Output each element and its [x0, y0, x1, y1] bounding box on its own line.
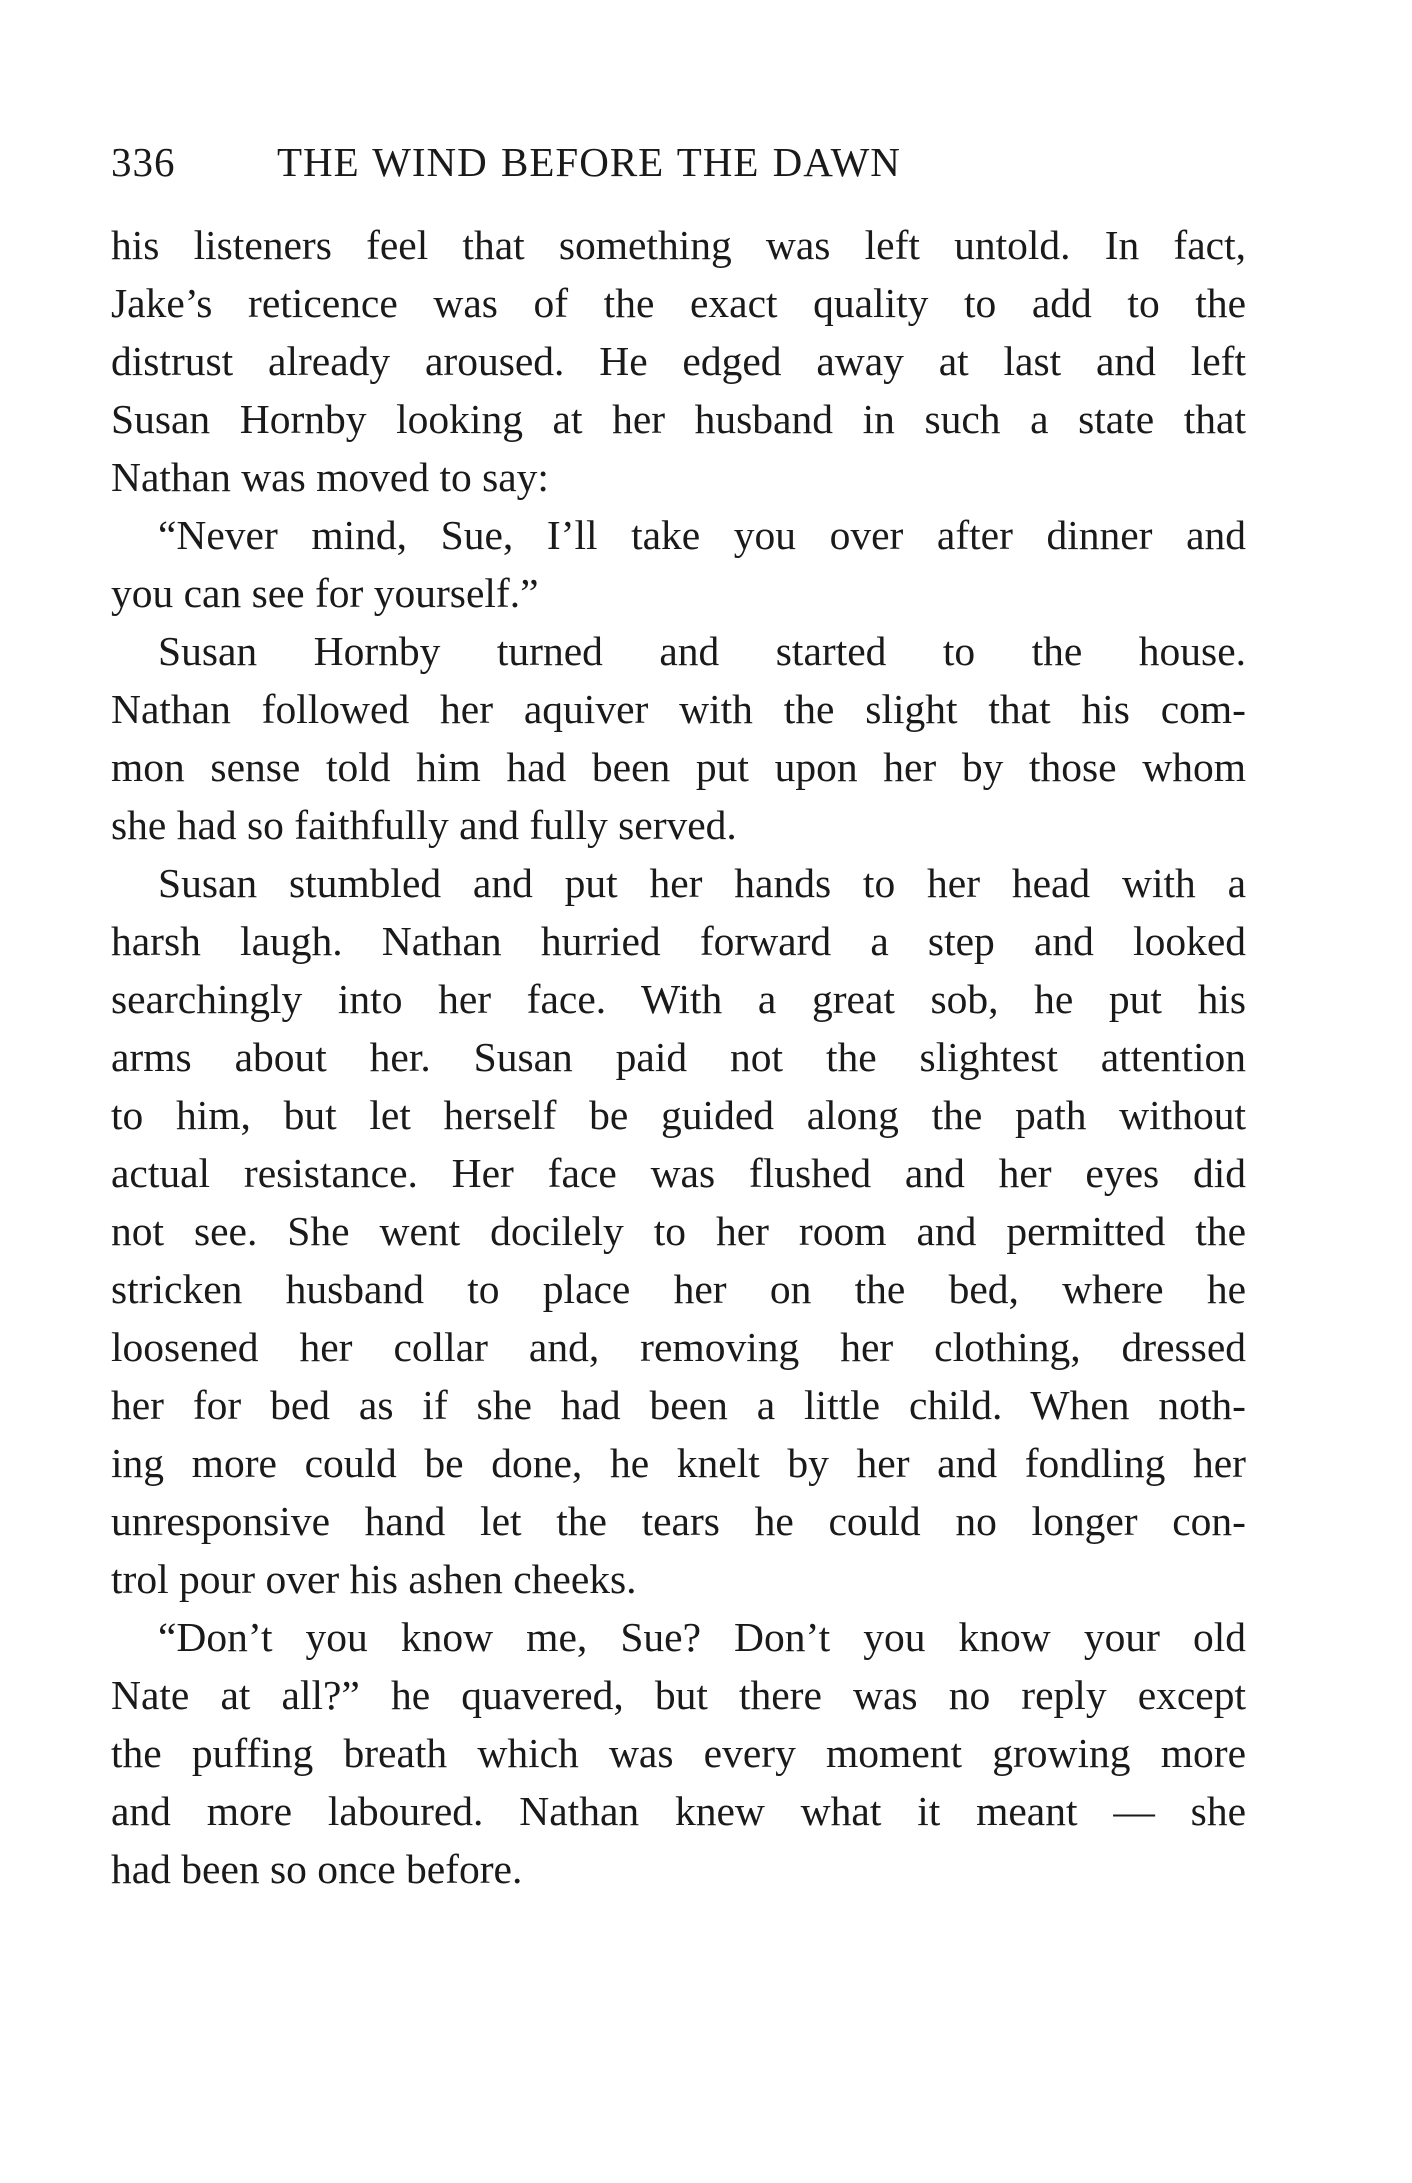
- text-line: Nate at all?” he quavered, but there was no reply except: [111, 1672, 1246, 1718]
- text-line: Nathan was moved to say:: [111, 454, 549, 500]
- page-number: 336: [111, 139, 176, 185]
- text-line: ing more could be done, he knelt by her and fondling her: [111, 1440, 1246, 1486]
- text-line: and more laboured. Nathan knew what it meant — she: [111, 1788, 1246, 1834]
- text-line: the puffing breath which was every moment growing more: [111, 1730, 1246, 1776]
- text-line: stricken husband to place her on the bed, where he: [111, 1266, 1246, 1312]
- text-line: “Don’t you know me, Sue? Don’t you know your old: [158, 1614, 1246, 1660]
- text-line: actual resistance. Her face was flushed and her eyes did: [111, 1150, 1246, 1196]
- text-line: Susan Hornby looking at her husband in such a state that: [111, 396, 1246, 442]
- text-line: mon sense told him had been put upon her by those whom: [111, 744, 1246, 790]
- text-line: you can see for yourself.”: [111, 570, 539, 616]
- text-line: had been so once before.: [111, 1846, 523, 1892]
- text-line: Nathan followed her aquiver with the slight that his com-: [111, 686, 1246, 732]
- text-line: her for bed as if she had been a little child. When noth-: [111, 1382, 1246, 1428]
- text-line: Susan Hornby turned and started to the house.: [158, 628, 1246, 674]
- text-line: his listeners feel that something was left untold. In fact,: [111, 222, 1246, 268]
- text-line: not see. She went docilely to her room and permitted the: [111, 1208, 1246, 1254]
- running-head: [111, 132, 1246, 192]
- text-line: unresponsive hand let the tears he could no longer con-: [111, 1498, 1246, 1544]
- text-line: loosened her collar and, removing her clothing, dressed: [111, 1324, 1246, 1370]
- text-line: arms about her. Susan paid not the slightest attention: [111, 1034, 1246, 1080]
- text-line: searchingly into her face. With a great sob, he put his: [111, 976, 1246, 1022]
- text-line: distrust already aroused. He edged away at last and left: [111, 338, 1246, 384]
- text-line: harsh laugh. Nathan hurried forward a step and looked: [111, 918, 1246, 964]
- running-title: THE WIND BEFORE THE DAWN: [277, 139, 901, 185]
- text-line: she had so faithfully and fully served.: [111, 802, 737, 848]
- text-line: Jake’s reticence was of the exact quality to add to the: [111, 280, 1246, 326]
- text-line: to him, but let herself be guided along the path without: [111, 1092, 1246, 1138]
- body-text: [111, 216, 1246, 1898]
- text-line: Susan stumbled and put her hands to her head with a: [158, 860, 1246, 906]
- text-line: “Never mind, Sue, I’ll take you over after dinner and: [158, 512, 1246, 558]
- text-line: trol pour over his ashen cheeks.: [111, 1556, 637, 1602]
